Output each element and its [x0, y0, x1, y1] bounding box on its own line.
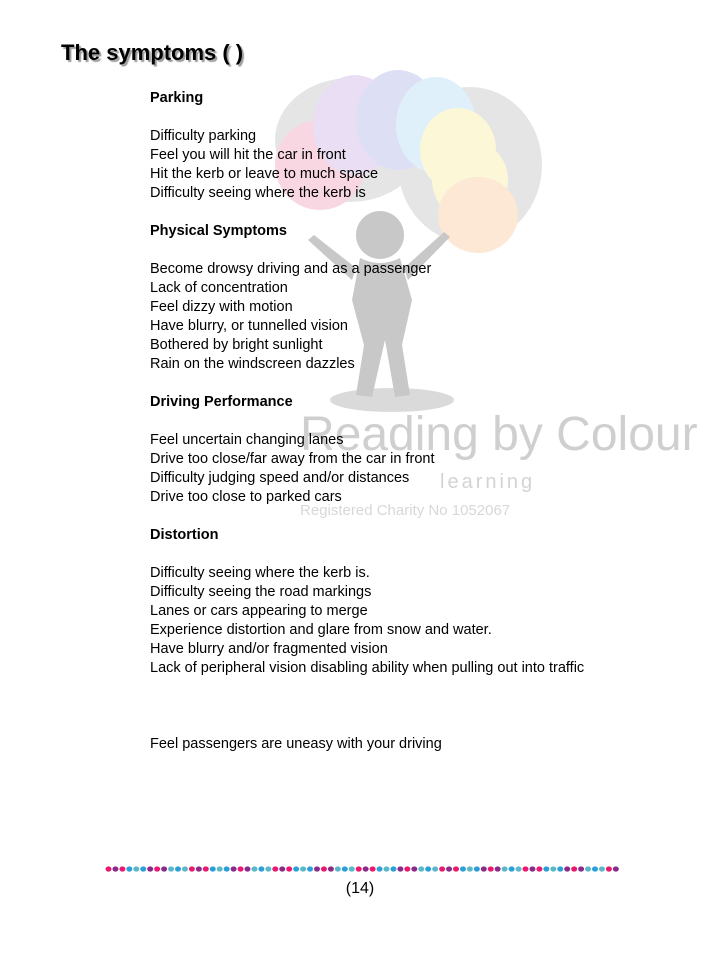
decorative-dot	[509, 866, 515, 871]
list-item: Lack of peripheral vision disabling ability when pulling out into traffic	[150, 660, 585, 676]
decorative-dot	[523, 866, 529, 871]
decorative-dot	[516, 866, 522, 871]
list-item: Difficulty seeing where the kerb is.	[150, 565, 370, 581]
decorative-dot	[300, 866, 306, 871]
section-heading: Physical Symptoms	[150, 223, 287, 239]
decorative-dot	[175, 866, 181, 871]
decorative-dot	[349, 866, 355, 871]
section-physical-symptoms	[150, 222, 690, 374]
list-item: Lack of concentration	[150, 280, 288, 296]
decorative-dot	[370, 866, 376, 871]
list-item: Drive too close/far away from the car in front	[150, 451, 435, 467]
section-parking	[150, 89, 690, 203]
decorative-dot	[460, 866, 466, 871]
list-item: Feel uncertain changing lanes	[150, 432, 344, 448]
decorative-dot	[453, 866, 459, 871]
decorative-dot	[258, 866, 264, 871]
decorative-dot	[210, 866, 216, 871]
decorative-dot	[363, 866, 369, 871]
decorative-dot	[488, 866, 494, 871]
decorative-dot	[529, 866, 535, 871]
decorative-dot	[397, 866, 403, 871]
decorative-dot	[418, 866, 424, 871]
section-heading: Distortion	[150, 527, 219, 543]
decorative-dot	[384, 866, 390, 871]
list-item: Have blurry and/or fragmented vision	[150, 641, 388, 657]
decorative-dot	[536, 866, 542, 871]
list-item: Difficulty parking	[150, 128, 257, 144]
decorative-dot	[321, 866, 327, 871]
list-item: Difficulty seeing the road markings	[150, 584, 372, 600]
decorative-dot	[557, 866, 563, 871]
decorative-dot	[133, 866, 139, 871]
decorative-dot	[251, 866, 257, 871]
decorative-dot	[119, 866, 125, 871]
decorative-dot	[356, 866, 362, 871]
list-item: Feel you will hit the car in front	[150, 147, 346, 163]
decorative-dot	[265, 866, 271, 871]
decorative-dot	[446, 866, 452, 871]
decorative-dot	[224, 866, 230, 871]
section-distortion	[150, 526, 690, 678]
list-item: Have blurry, or tunnelled vision	[150, 318, 348, 334]
decorative-dot	[286, 866, 292, 871]
decorative-dot	[481, 866, 487, 871]
decorative-dot	[467, 866, 473, 871]
decorative-dot	[578, 866, 584, 871]
decorative-dot	[328, 866, 334, 871]
svg-text:learning: learning	[440, 471, 536, 493]
decorative-dot	[245, 866, 251, 871]
decorative-dot	[217, 866, 223, 871]
decorative-dot	[314, 866, 320, 871]
decorative-dot	[147, 866, 153, 871]
decorative-dot	[335, 866, 341, 871]
decorative-dot	[432, 866, 438, 871]
svg-text:Registered Charity No 1052067: Registered Charity No 1052067	[300, 502, 511, 519]
list-item: Drive too close to parked cars	[150, 489, 342, 505]
decorative-dot	[377, 866, 383, 871]
decorative-dot	[342, 866, 348, 871]
decorative-dot	[592, 866, 598, 871]
list-item: Become drowsy driving and as a passenger	[150, 261, 432, 277]
decorative-dot	[231, 866, 237, 871]
symptom-list	[150, 89, 690, 754]
section-heading: Parking	[150, 90, 204, 106]
decorative-dot	[279, 866, 285, 871]
decorative-dot	[404, 866, 410, 871]
list-item: Feel dizzy with motion	[150, 299, 293, 315]
decorative-dot	[550, 866, 556, 871]
extra-symptom: Feel passengers are uneasy with your driving	[150, 736, 442, 752]
list-item: Rain on the windscreen dazzles	[150, 356, 355, 372]
decorative-dot-border	[105, 864, 620, 874]
decorative-dot	[474, 866, 480, 871]
decorative-dot	[307, 866, 313, 871]
list-item: Difficulty judging speed and/or distances	[150, 470, 410, 486]
list-item: Experience distortion and glare from snow and water.	[150, 622, 492, 638]
decorative-dot	[154, 866, 160, 871]
decorative-dot	[502, 866, 508, 871]
decorative-dot	[543, 866, 549, 871]
decorative-dot	[203, 866, 209, 871]
decorative-dot	[495, 866, 501, 871]
svg-text:Reading by Colour: Reading by Colour	[300, 408, 698, 461]
section-heading: Driving Performance	[150, 394, 293, 410]
decorative-dot	[161, 866, 167, 871]
decorative-dot	[112, 866, 118, 871]
decorative-dot	[564, 866, 570, 871]
decorative-dot	[425, 866, 431, 871]
list-item: Lanes or cars appearing to merge	[150, 603, 368, 619]
decorative-dot	[238, 866, 244, 871]
list-item: Difficulty seeing where the kerb is	[150, 185, 366, 201]
decorative-dot	[140, 866, 146, 871]
section-driving-performance	[150, 393, 690, 507]
decorative-dot	[606, 866, 612, 871]
list-item: Hit the kerb or leave to much space	[150, 166, 379, 182]
decorative-dot	[599, 866, 605, 871]
decorative-dot	[182, 866, 188, 871]
decorative-dot	[106, 866, 112, 871]
decorative-dot	[613, 866, 619, 871]
decorative-dot	[439, 866, 445, 871]
page-number: (14)	[345, 880, 375, 897]
page-title: The symptoms ( )	[61, 40, 244, 65]
decorative-dot	[189, 866, 195, 871]
decorative-dot	[168, 866, 174, 871]
decorative-dot	[585, 866, 591, 871]
decorative-dot	[196, 866, 202, 871]
list-item: Bothered by bright sunlight	[150, 337, 323, 353]
decorative-dot	[293, 866, 299, 871]
decorative-dot	[272, 866, 278, 871]
decorative-dot	[390, 866, 396, 871]
decorative-dot	[411, 866, 417, 871]
decorative-dot	[126, 866, 132, 871]
decorative-dot	[571, 866, 577, 871]
